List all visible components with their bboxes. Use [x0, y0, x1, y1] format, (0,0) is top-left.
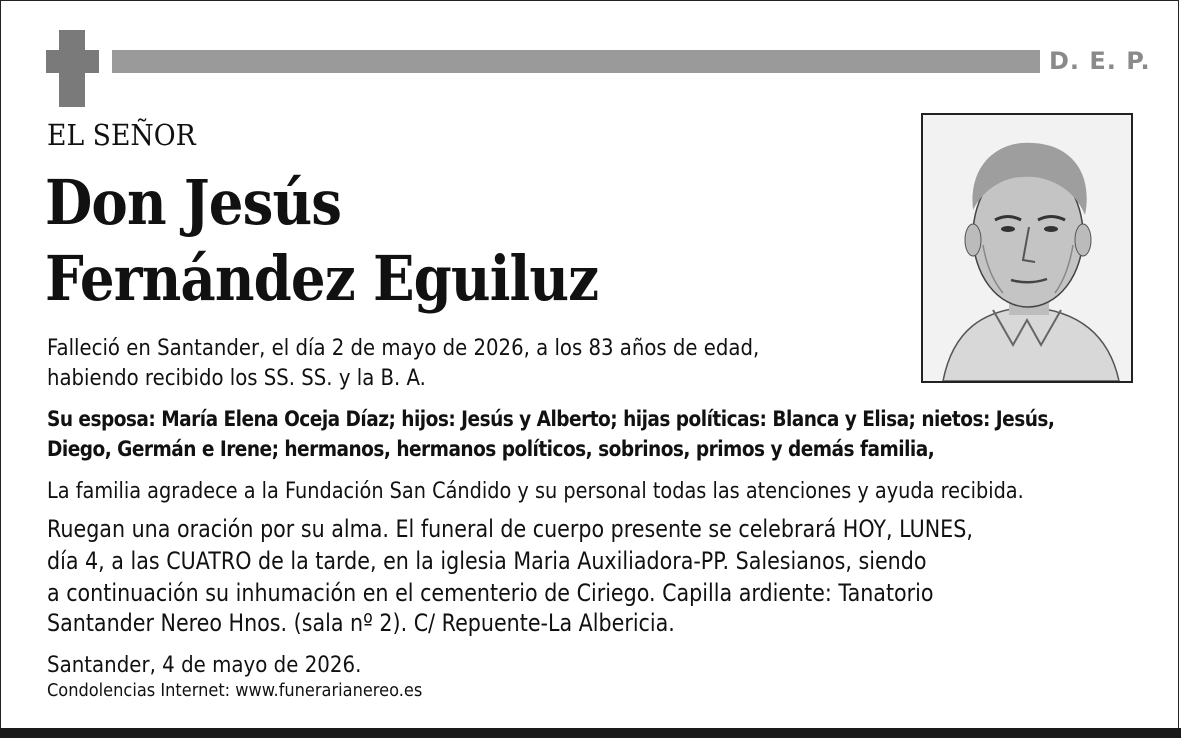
- condolences-link: Condolencias Internet: www.funerarianereo.es: [47, 680, 423, 701]
- funeral-line: Ruegan una oración por su alma. El funeral de cuerpo presente se celebrará HOY, LUNES,: [47, 515, 973, 543]
- honorific: EL SEÑOR: [47, 118, 196, 152]
- death-notice-line: Falleció en Santander, el día 2 de mayo de 2026, a los 83 años de edad,: [47, 336, 760, 361]
- family-line: Su esposa: María Elena Oceja Díaz; hijos: Jesús y Alberto; hijas políticas: Blanca y Elisa; nietos: Jesús,: [47, 407, 1055, 431]
- header-bar: [112, 50, 1040, 73]
- portrait-icon: [923, 115, 1131, 381]
- cross-icon-arm: [46, 50, 99, 73]
- funeral-line: a continuación su inhumación en el cementerio de Ciriego. Capilla ardiente: Tanatorio: [47, 579, 934, 607]
- place-date: Santander, 4 de mayo de 2026.: [47, 653, 362, 678]
- death-notice-line: habiendo recibido los SS. SS. y la B. A.: [47, 366, 426, 391]
- bottom-rule: [0, 728, 1181, 738]
- portrait-photo: [921, 113, 1133, 383]
- funeral-line: Santander Nereo Hnos. (sala nº 2). C/ Repuente-La Albericia.: [47, 609, 675, 637]
- deceased-name-line1: Don Jesús: [45, 166, 342, 239]
- dep-label: D. E. P.: [1049, 47, 1151, 75]
- thanks-line: La familia agradece a la Fundación San Cándido y su personal todas las atenciones y ayuda recibida.: [47, 479, 1024, 504]
- family-line: Diego, Germán e Irene; hermanos, hermanos políticos, sobrinos, primos y demás familia,: [47, 437, 935, 461]
- deceased-name-line2: Fernández Eguiluz: [45, 242, 599, 315]
- funeral-line: día 4, a las CUATRO de la tarde, en la iglesia Maria Auxiliadora-PP. Salesianos, siendo: [47, 547, 927, 575]
